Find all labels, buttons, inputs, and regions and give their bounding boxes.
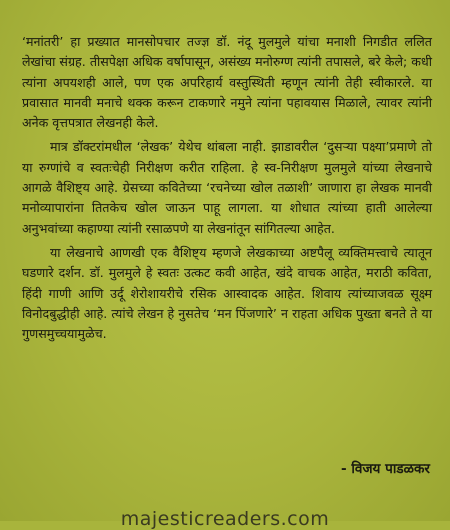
paragraph-1: ‘मनांतरी’ हा प्रख्यात मानसोपचार तज्ज्ञ डॉ. नंदू मुलमुले यांचा मनाशी निगडीत ललित लेखांचा संग्रह. तीसपेक्षा अधिक वर्षापासून, असंख्य मनोरुग्ण त्यांनी तपासले, बरे केले; कधी त्यांना अपयशही आले, पण एक अपरिहार्य वस्तुस्थिती म्हणून त्यांनी तेही स्वीकारले. या प्रवासात मानवी मनाचे थक्क करून टाकणारे नमुने त्यांना पहावयास मिळाले, त्यावर त्यांनी अनेक वृत्तपत्रात लेखनही केले.	[22, 34, 432, 131]
blurb-text	[22, 32, 432, 348]
watermark-text: majesticreaders.com	[120, 508, 330, 530]
paragraph-2: मात्र डॉक्टरांमधील ‘लेखक’ येथेच थांबला नाही. झाडावरील ‘दुसऱ्या पक्ष्या’प्रमाणे तो या रुग्णांचे व स्वतःचेही निरीक्षण करीत राहिला. हे स्व-निरीक्षण मुलमुले यांच्या लेखनाचे आगळे वैशिष्ट्य आहे. ग्रेसच्या कवितेच्या ‘रचनेच्या खोल तळाशी’ जाणारा हा लेखक मानवी मनोव्यापारांना तितकेच खोल जाऊन पाहू लागला. या शोधात त्यांच्या हाती आलेल्या अनुभवांच्या कहाण्या त्यांनी रसाळपणे या लेखनांतून सांगितल्या आहेत.	[22, 139, 432, 236]
author-signature: - विजय पाडळकर	[340, 461, 430, 477]
paragraph-3: या लेखनाचे आणखी एक वैशिष्ट्य म्हणजे लेखकाच्या अष्टपैलू व्यक्तिमत्त्वाचे त्यातून घडणारे दर्शन. डॉ. मुलमुले हे स्वतः उत्कट कवी आहेत, खंदे वाचक आहेत, मराठी कविता, हिंदी गाणी आणि उर्दू शेरोशायरीचे रसिक आस्वादक आहेत. शिवाय त्यांच्याजवळ सूक्ष्म विनोदबुद्धीही आहे. त्यांचे लेखन हे नुसतेच ‘मन पिंजणारे’ न राहता अधिक पुख्ता बनते ते या गुणसमुच्चयामुळेच.	[22, 244, 432, 342]
